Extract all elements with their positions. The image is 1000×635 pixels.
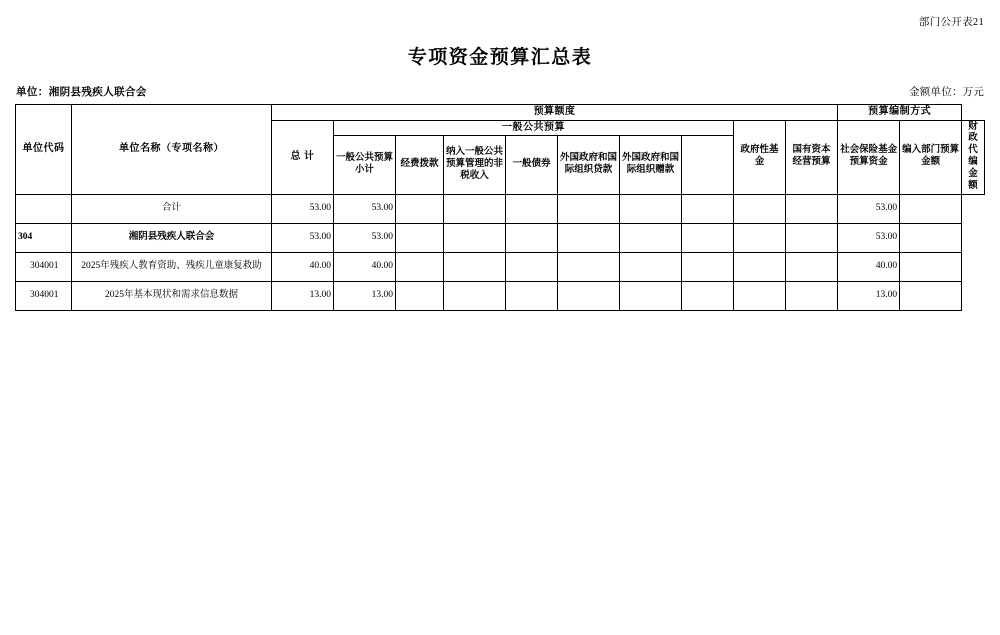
col-header-total: 总 计 bbox=[272, 120, 334, 194]
table-row bbox=[16, 252, 985, 281]
col-header-social-insurance-fund: 社会保险基金预算资金 bbox=[838, 120, 900, 194]
col-header-foreign-gov-grant: 外国政府和国际组织赠款 bbox=[620, 136, 682, 195]
cell-general-bonds bbox=[506, 223, 558, 252]
cell-foreign-grant bbox=[620, 252, 682, 281]
col-header-gp-subtotal: 一般公共预算小计 bbox=[334, 136, 396, 195]
col-header-foreign-gov-loan: 外国政府和国际组织贷款 bbox=[558, 136, 620, 195]
cell-business-allocation bbox=[396, 281, 444, 310]
cell-social-insurance bbox=[786, 281, 838, 310]
cell-total: 53.00 bbox=[272, 194, 334, 223]
cell-foreign-loan bbox=[558, 194, 620, 223]
cell-business-allocation bbox=[396, 252, 444, 281]
cell-total: 13.00 bbox=[272, 281, 334, 310]
cell-gov-fund bbox=[682, 194, 734, 223]
col-header-state-capital-operating: 国有资本经营预算 bbox=[786, 120, 838, 194]
cell-total: 40.00 bbox=[272, 252, 334, 281]
col-header-budget-quota: 预算额度 bbox=[272, 105, 838, 121]
cell-social-insurance bbox=[786, 223, 838, 252]
cell-non-tax-income bbox=[444, 252, 506, 281]
col-header-unit-name: 单位名称（专项名称） bbox=[72, 105, 272, 195]
cell-fiscal-amount bbox=[900, 281, 962, 310]
col-header-business-allocation: 经费拨款 bbox=[396, 136, 444, 195]
col-header-general-public-budget: 一般公共预算 bbox=[334, 120, 734, 136]
table-header-row-1 bbox=[16, 105, 985, 121]
cell-business-allocation bbox=[396, 194, 444, 223]
special-fund-budget-table bbox=[15, 104, 985, 311]
cell-general-bonds bbox=[506, 194, 558, 223]
cell-non-tax-income bbox=[444, 223, 506, 252]
col-header-gov-fund: 政府性基金 bbox=[734, 120, 786, 194]
cell-unit-code: 304001 bbox=[16, 252, 72, 281]
cell-gov-fund bbox=[682, 281, 734, 310]
table-body bbox=[16, 194, 985, 310]
col-header-non-tax-income: 纳入一般公共预算管理的非税收入 bbox=[444, 136, 506, 195]
cell-unit-name: 2025年残疾人教育资助、残疾儿童康复救助 bbox=[72, 252, 272, 281]
cell-dept-amount: 40.00 bbox=[838, 252, 900, 281]
col-header-budget-method: 预算编制方式 bbox=[838, 105, 962, 121]
cell-foreign-grant bbox=[620, 194, 682, 223]
cell-unit-code bbox=[16, 194, 72, 223]
cell-business-allocation bbox=[396, 223, 444, 252]
form-code-label: 部门公开表21 bbox=[918, 17, 984, 28]
cell-foreign-loan bbox=[558, 252, 620, 281]
table-row bbox=[16, 223, 985, 252]
cell-unit-code: 304001 bbox=[16, 281, 72, 310]
col-header-general-bonds: 一般债券 bbox=[506, 136, 558, 195]
cell-dept-amount: 53.00 bbox=[838, 194, 900, 223]
cell-dept-amount: 13.00 bbox=[838, 281, 900, 310]
cell-foreign-loan bbox=[558, 223, 620, 252]
cell-general-bonds bbox=[506, 281, 558, 310]
cell-fiscal-amount bbox=[900, 252, 962, 281]
cell-gov-fund bbox=[682, 223, 734, 252]
unit-label: 单位：湘阴县残疾人联合会 bbox=[16, 87, 147, 98]
table-row bbox=[16, 194, 985, 223]
cell-fiscal-amount bbox=[900, 194, 962, 223]
cell-gov-fund bbox=[682, 252, 734, 281]
cell-gp-subtotal: 13.00 bbox=[334, 281, 396, 310]
cell-unit-name: 合计 bbox=[72, 194, 272, 223]
cell-foreign-grant bbox=[620, 281, 682, 310]
cell-fiscal-amount bbox=[900, 223, 962, 252]
cell-unit-name: 湘阴县残疾人联合会 bbox=[72, 223, 272, 252]
cell-state-capital bbox=[734, 194, 786, 223]
cell-dept-amount: 53.00 bbox=[838, 223, 900, 252]
cell-gp-subtotal: 53.00 bbox=[334, 194, 396, 223]
cell-social-insurance bbox=[786, 252, 838, 281]
cell-non-tax-income bbox=[444, 281, 506, 310]
col-header-dept-budget-amount: 编入部门预算金额 bbox=[900, 120, 962, 194]
page-title: 专项资金预算汇总表 bbox=[407, 47, 593, 68]
cell-social-insurance bbox=[786, 194, 838, 223]
col-header-unit-code: 单位代码 bbox=[16, 105, 72, 195]
col-header-fiscal-substitute-amount: 财政代编金额 bbox=[962, 120, 985, 194]
cell-state-capital bbox=[734, 223, 786, 252]
amount-unit-label: 金额单位：万元 bbox=[909, 87, 984, 98]
cell-non-tax-income bbox=[444, 194, 506, 223]
cell-general-bonds bbox=[506, 252, 558, 281]
cell-foreign-grant bbox=[620, 223, 682, 252]
cell-foreign-loan bbox=[558, 281, 620, 310]
table-row bbox=[16, 281, 985, 310]
cell-gp-subtotal: 53.00 bbox=[334, 223, 396, 252]
cell-unit-name: 2025年基本现状和需求信息数据 bbox=[72, 281, 272, 310]
cell-gp-subtotal: 40.00 bbox=[334, 252, 396, 281]
cell-state-capital bbox=[734, 281, 786, 310]
meta-row bbox=[16, 84, 984, 99]
cell-total: 53.00 bbox=[272, 223, 334, 252]
cell-unit-code: 304 bbox=[16, 223, 72, 252]
cell-state-capital bbox=[734, 252, 786, 281]
